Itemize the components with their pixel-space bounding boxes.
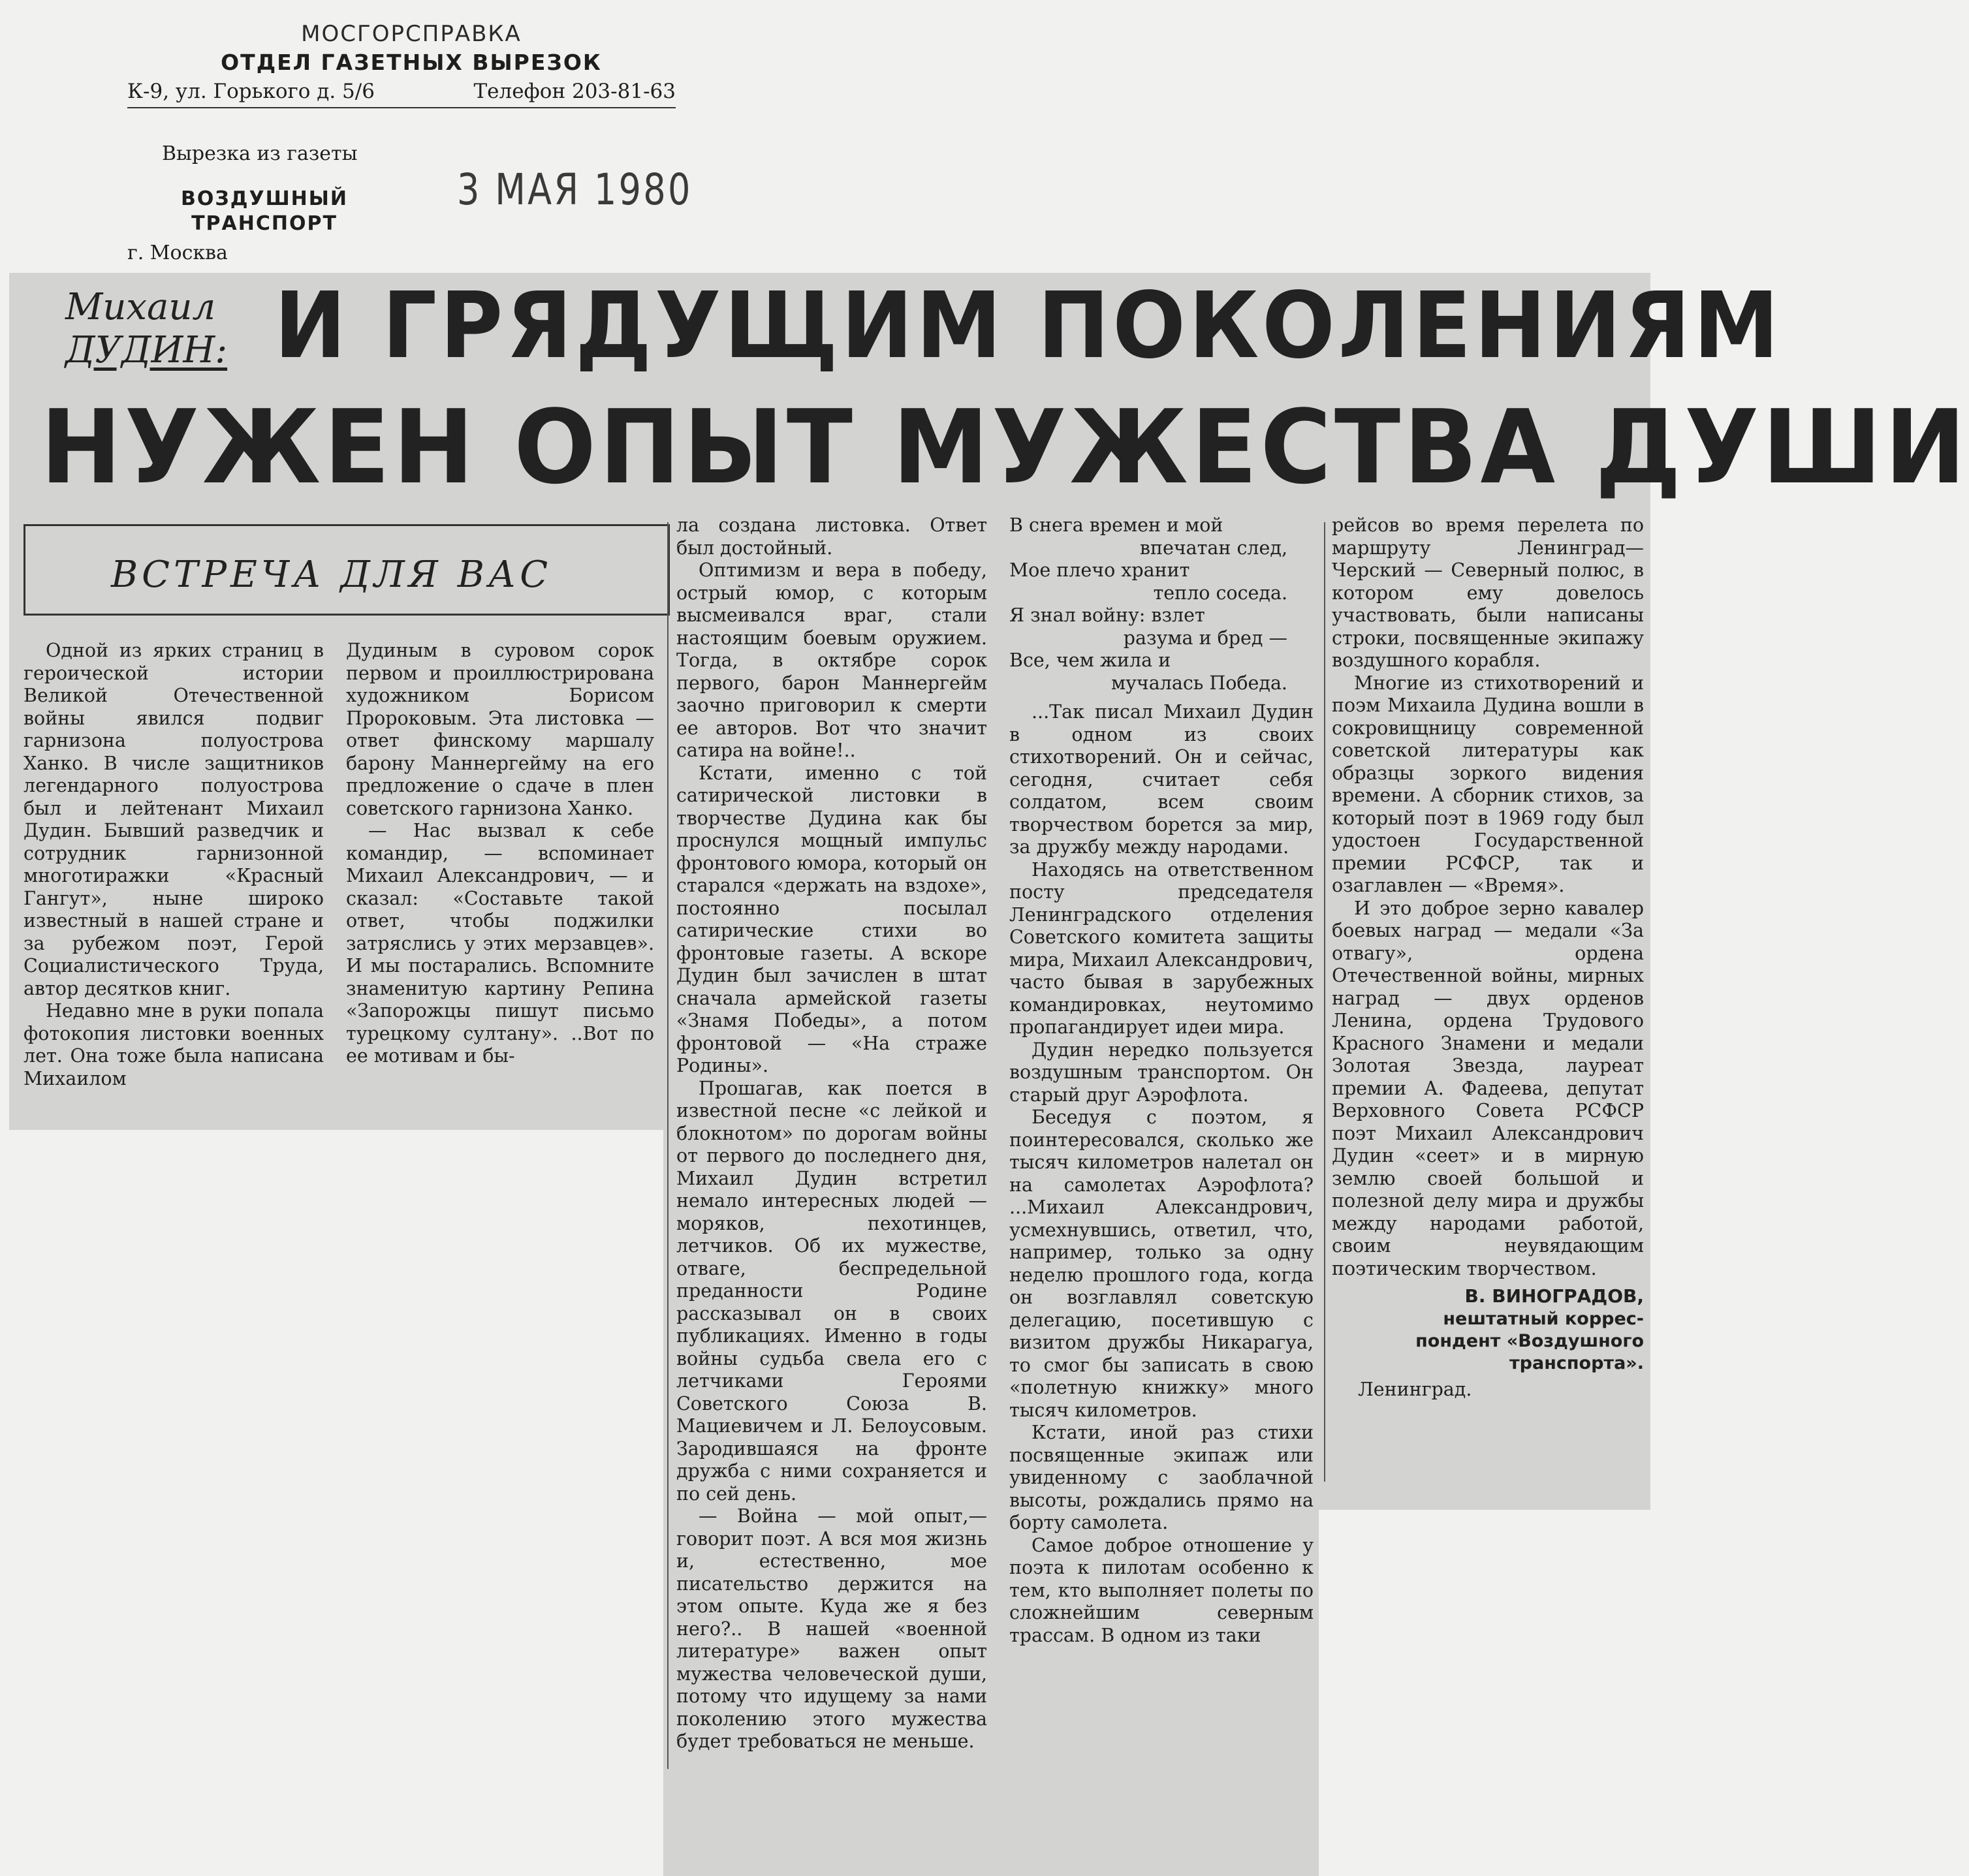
article-paragraph: Многие из стихотворений и поэм Михаила Дудина вошли в сокровищницу современной советской литературы как образцы зоркого видения времени. А сборник стихов, за который поэт в 1969 году был удостоен Государственной премии РСФСР, так и озаглавлен — «Время». <box>1332 672 1644 896</box>
poem-line: разума и бред — <box>1123 627 1287 649</box>
poem-line: Все, чем жила и <box>1009 649 1171 671</box>
article-column-1 <box>24 640 324 1090</box>
headline-line2: НУЖЕН ОПЫТ МУЖЕСТВА ДУШИ <box>40 388 1969 507</box>
author-name <box>65 286 227 372</box>
article-paragraph: Прошагав, как поется в известной песне «с лейкой и блокнотом» по дорогам войны от первого до последнего дня, Михаил Дудин встретил немало интересных людей — моряков, пехотинцев, летчиков. Об их мужестве, отваге, беспредельной преданности Родине рассказывал он в своих публикациях. Именно в годы войны судьба свела его с летчиками Героями Советского Союза В. Мациевичем и Л. Белоусовым. Зародившаяся на фронте дружба с ними сохраняется и по сей день. <box>676 1077 987 1505</box>
article-column-4 <box>1009 514 1314 1647</box>
newspaper-city: г. Москва <box>127 242 228 264</box>
headline-line1: И ГРЯДУЩИМ ПОКОЛЕНИЯМ <box>274 273 1782 379</box>
article-paragraph: ...Так писал Михаил Дудин в одном из своих стихотворений. Он и сейчас, сегодня, считает себя солдатом, всем своим творчеством борется за мир, за дружбу между народами. <box>1009 701 1314 858</box>
bureau-org: МОСГОРСПРАВКА <box>301 21 522 47</box>
newspaper-name-line2: ТРАНСПОРТ <box>191 212 338 235</box>
article-paragraph: Оптимизм и вера в победу, острый юмор, с которым высмеивался враг, стали настоящим боевым оружием. Тогда, в октябре сорок первого, барон Маннергейм заочно приговорил к смерти ее авторов. Вот что значит сатира на войне!.. <box>676 559 987 761</box>
article-paragraph: Дудиным в суровом сорок первом и проиллюстрирована художником Борисом Пророковым. Эта листовка — ответ финскому маршалу барону Маннергейму на его предложение о сдаче в плен советского гарнизона Ханко. <box>346 640 654 819</box>
poem-line: тепло соседа. <box>1153 582 1287 604</box>
signature-role-line: нештатный коррес- <box>1443 1308 1644 1329</box>
signature-name: В. ВИНОГРАДОВ, <box>1464 1285 1644 1307</box>
bureau-address-line <box>127 80 676 108</box>
column-rule <box>1324 522 1325 1482</box>
article-column-2 <box>346 640 654 1068</box>
article-column-3 <box>676 514 987 1753</box>
article-paragraph: рейсов во время перелета по маршруту Ленинград—Черский — Северный полюс, в котором ему довелось участвовать, были написаны строки, посвященные экипажу воздушного корабля. <box>1332 514 1644 671</box>
clipping-label: Вырезка из газеты <box>162 142 358 165</box>
column-rule <box>667 522 669 1769</box>
poem-line: мучалась Победа. <box>1111 672 1287 694</box>
article-paragraph: — Нас вызвал к себе командир, — вспоминает Михаил Александрович, — и сказал: «Составьте такой ответ, чтобы поджилки затряслись у этих мерзавцев». И мы постарались. Вспомните знаменитую картину Репина «Запорожцы пишут письмо турецкому султану». ..Вот по ее мотивам и бы- <box>346 820 654 1067</box>
newspaper-name-line1: ВОЗДУШНЫЙ <box>181 187 348 210</box>
signature-role-line: пондент «Воздушного <box>1415 1330 1644 1351</box>
article-paragraph: Кстати, именно с той сатирической листовки в творчестве Дудина как бы проснулся мощный импульс фронтового юмора, который он старался «держать на вздохе», постоянно посылал сатирические стихи во фронтовые газеты. А вскоре Дудин был зачислен в штат сначала армейской газеты «Знамя Победы», а потом фронтовой — «На страже Родины». <box>676 762 987 1076</box>
author-first-name: Михаил <box>65 286 216 328</box>
article-paragraph: Находясь на ответственном посту председателя Ленинградского отделения Советского комитета защиты мира, Михаил Александрович, часто бывая в зарубежных командировках, неутомимо пропагандирует идеи мира. <box>1009 858 1314 1038</box>
author-last-name: ДУДИН: <box>65 329 228 371</box>
newspaper-name <box>176 187 353 236</box>
article-paragraph: ла создана листовка. Ответ был достойный. <box>676 514 987 559</box>
poem-line: впечатан след, <box>1139 537 1287 559</box>
article-paragraph: Кстати, иной раз стихи посвященные экипаж или увиденному с заоблачной высоты, рождались прямо на борту самолета. <box>1009 1422 1314 1533</box>
article-paragraph: — Война — мой опыт,— говорит поэт. А вся моя жизнь и, естественно, мое писательство держится на этом опыте. Куда же я без него?.. В нашей «военной литературе» важен опыт мужества человеческой души, потому что идущему за нами поколению этого мужества будет требоваться не меньше. <box>676 1505 987 1752</box>
article-paragraph: Беседуя с поэтом, я поинтересовался, сколько же тысяч километров налетал он на самолетах Аэрофлота? ...Михаил Александрович, усмехнувшись, ответил, что, например, только за одну неделю прошлого года, когда он возглавлял советскую делегацию, посетившую с визитом дружбы Никарагуа, то смог бы записать в свою «полетную книжку» много тысяч километров. <box>1009 1106 1314 1421</box>
poem-line: Я знал войну: взлет <box>1009 604 1205 626</box>
article-paragraph: Одной из ярких страниц в героической истории Великой Отечественной войны явился подвиг гарнизона полуострова Ханко. В числе защитников легендарного полуострова был и лейтенант Михаил Дудин. Бывший разведчик и сотрудник гарнизонной многотиражки «Красный Гангут», ныне широко известный в нашей стране и за рубежом поэт, Герой Социалистического Труда, автор десятков книг. <box>24 640 324 999</box>
poem-line: В снега времен и мой <box>1009 514 1223 536</box>
date-stamp: 3 МАЯ 1980 <box>457 164 693 215</box>
article-paragraph: Самое доброе отношение у поэта к пилотам особенно к тем, кто выполняет полеты по сложнейшим северным трассам. В одном из таки <box>1009 1534 1314 1646</box>
signature-city: Ленинград. <box>1358 1378 1472 1400</box>
bureau-header <box>118 20 705 77</box>
signature-role-line: транспорта». <box>1509 1352 1644 1373</box>
rubric-title: ВСТРЕЧА ДЛЯ ВАС <box>111 554 552 596</box>
article-column-5 <box>1332 514 1644 1401</box>
bureau-phone: Телефон 203-81-63 <box>473 80 676 103</box>
poem-quote <box>1009 514 1314 695</box>
article-paragraph: Недавно мне в руки попала фотокопия листовки военных лет. Она тоже была написана Михаилом <box>24 1000 324 1089</box>
article-paragraph: Дудин нередко пользуется воздушным транспортом. Он старый друг Аэрофлота. <box>1009 1039 1314 1106</box>
bureau-address: К-9, ул. Горького д. 5/6 <box>127 80 375 103</box>
bureau-dept: ОТДЕЛ ГАЗЕТНЫХ ВЫРЕЗОК <box>221 50 602 75</box>
poem-line: Мое плечо хранит <box>1009 559 1190 581</box>
article-paragraph: И это доброе зерно кавалер боевых наград — медали «За отвагу», ордена Отечественной войны, мирных наград — двух орденов Ленина, ордена Трудового Красного Знамени и медали Золотая Звезда, лауреат премии А. Фадеева, депутат Верховного Совета РСФСР поэт Михаил Александрович Дудин «сеет» и в мирную землю своей большой и полезной делу мира и дружбы между народами работой, своим неувядающим поэтическим творчеством. <box>1332 897 1644 1279</box>
